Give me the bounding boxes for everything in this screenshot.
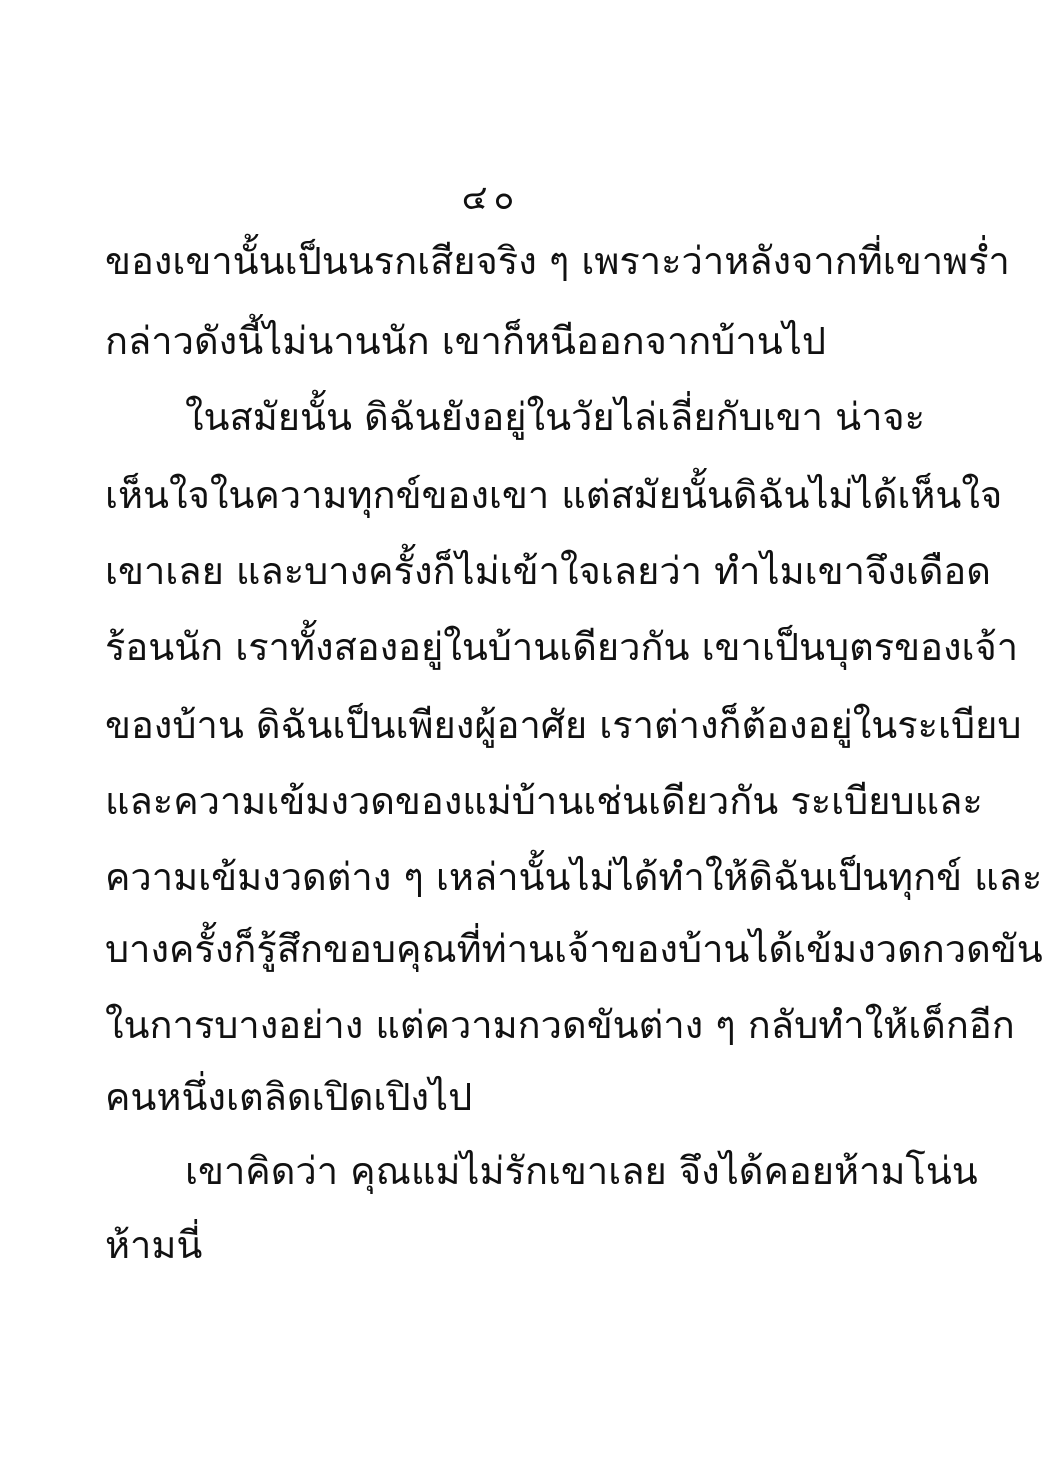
text-line: ความเข้มงวดต่าง ๆ เหล่านั้นไม่ได้ทำให้ดิฉันเป็นทุกข์ และ [105, 855, 1043, 899]
page-number: ๔๐ [461, 178, 521, 218]
paragraph-start-line: ในสมัยนั้น ดิฉันยังอยู่ในวัยไล่เลี่ยกับเขา น่าจะ [185, 395, 926, 439]
text-line: ในการบางอย่าง แต่ความกวดขันต่าง ๆ กลับทำให้เด็กอีก [105, 1003, 1015, 1047]
text-line: กล่าวดังนี้ไม่นานนัก เขาก็หนีออกจากบ้านไป [105, 319, 826, 363]
text-line: เห็นใจในความทุกข์ของเขา แต่สมัยนั้นดิฉันไม่ได้เห็นใจ [105, 473, 1003, 517]
text-line: ห้ามนี่ [105, 1223, 203, 1267]
text-line: ของเขานั้นเป็นนรกเสียจริง ๆ เพราะว่าหลังจากที่เขาพร่ำ [105, 239, 1010, 283]
text-line: ร้อนนัก เราทั้งสองอยู่ในบ้านเดียวกัน เขาเป็นบุตรของเจ้า [105, 625, 1019, 669]
paragraph-start-line: เขาคิดว่า คุณแม่ไม่รักเขาเลย จึงได้คอยห้ามโน่น [185, 1149, 978, 1193]
text-line: และความเข้มงวดของแม่บ้านเช่นเดียวกัน ระเบียบและ [105, 779, 983, 823]
text-line: คนหนึ่งเตลิดเปิดเปิงไป [105, 1075, 473, 1119]
text-line: บางครั้งก็รู้สึกขอบคุณที่ท่านเจ้าของบ้านได้เข้มงวดกวดขัน [105, 927, 1043, 971]
text-line: ของบ้าน ดิฉันเป็นเพียงผู้อาศัย เราต่างก็ต้องอยู่ในระเบียบ [105, 703, 1022, 747]
text-line: เขาเลย และบางครั้งก็ไม่เข้าใจเลยว่า ทำไมเขาจึงเดือด [105, 549, 991, 593]
